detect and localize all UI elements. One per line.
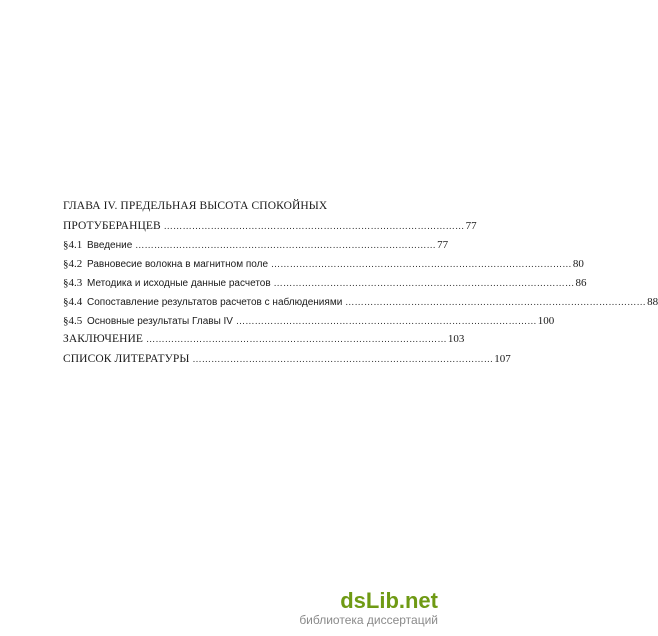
toc-entry-page: 88 — [647, 296, 658, 308]
toc-entry-page: 80 — [572, 258, 584, 270]
toc-entry-label: Равновесие волокна в магнитном поле — [87, 259, 269, 270]
toc-entry — [63, 315, 555, 331]
toc-entry-number: §4.4 — [63, 296, 83, 308]
toc-entry — [63, 258, 584, 274]
toc-leader-dots: …………………………………………………………………………………… — [271, 259, 572, 269]
dslib-logo: dsLib.net — [340, 588, 438, 613]
toc-entry-page: 86 — [575, 277, 587, 289]
toc-leader-dots: …………………………………………………………………………………… — [163, 221, 465, 231]
toc-entry-page: 107 — [494, 353, 511, 365]
toc-entry-page: 77 — [437, 239, 449, 251]
toc-entry-page: 103 — [447, 333, 465, 345]
chapter-title: ГЛАВА IV. ПРЕДЕЛЬНАЯ ВЫСОТА СПОКОЙНЫХ — [63, 200, 328, 212]
dslib-tagline: библиотека диссертаций — [299, 613, 438, 627]
toc-entry — [63, 239, 449, 255]
toc-leader-dots: …………………………………………………………………………………… — [273, 278, 575, 288]
toc-entry — [63, 220, 477, 236]
toc-entry — [63, 353, 511, 369]
toc-entry-label: Сопоставление результатов расчетов с наблюдениями — [87, 297, 343, 308]
toc-leader-dots: …………………………………………………………………………………… — [146, 334, 447, 344]
toc-entry-number: §4.2 — [63, 258, 83, 270]
toc-entry-number: §4.3 — [63, 277, 83, 289]
watermark — [299, 590, 438, 627]
toc-entry-label: Методика и исходные данные расчетов — [87, 278, 271, 289]
toc-entry-number: §4.1 — [63, 239, 83, 251]
toc-entry-label: СПИСОК ЛИТЕРАТУРЫ — [63, 353, 190, 365]
toc-entry — [63, 333, 465, 349]
toc-leader-dots: …………………………………………………………………………………… — [135, 240, 437, 250]
toc-entry-label: ЗАКЛЮЧЕНИЕ — [63, 333, 144, 345]
toc-entry-label: Введение — [87, 240, 133, 251]
toc-entry-page: 100 — [537, 315, 555, 327]
toc-leader-dots: …………………………………………………………………………………… — [345, 297, 647, 307]
toc-entry — [63, 296, 658, 312]
toc-entry-label: Основные результаты Главы IV — [87, 316, 233, 327]
toc-entry-label: ПРОТУБЕРАНЦЕВ — [63, 220, 161, 232]
toc-entry — [63, 277, 587, 293]
toc-leader-dots: …………………………………………………………………………………… — [192, 354, 494, 364]
toc-entry-page: 77 — [465, 220, 477, 232]
toc-leader-dots: …………………………………………………………………………………… — [235, 316, 537, 326]
toc-entry-number: §4.5 — [63, 315, 83, 327]
